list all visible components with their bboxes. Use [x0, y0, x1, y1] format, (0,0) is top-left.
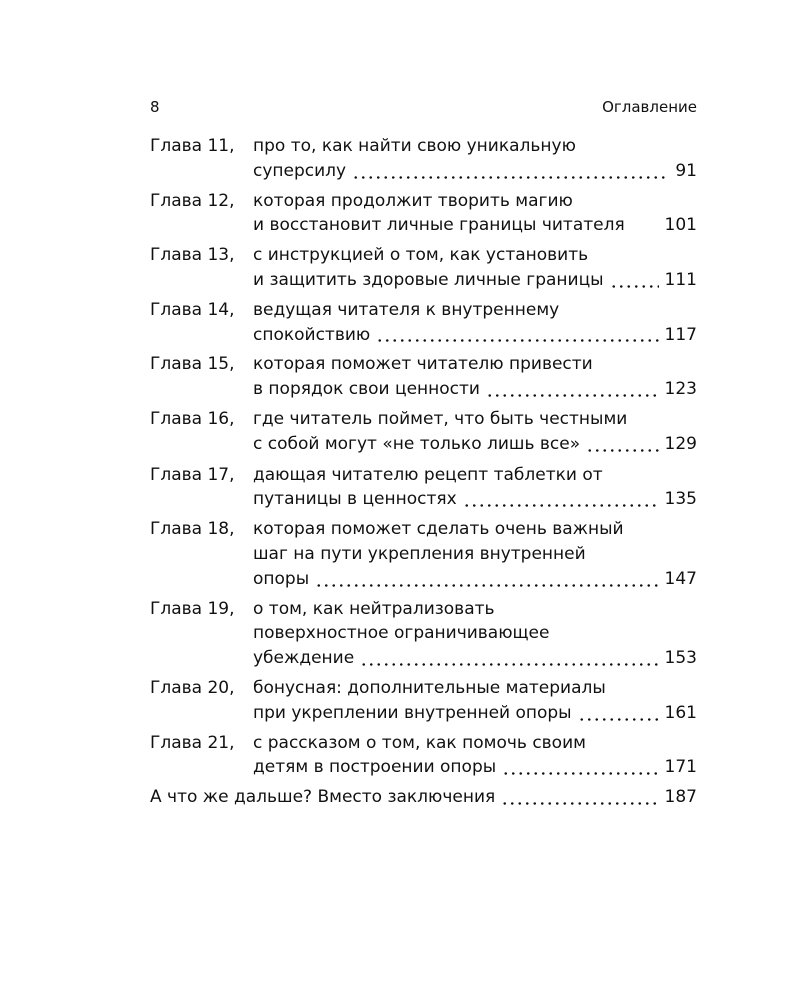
- chapter-title-line: поверхностное ограничивающее: [253, 623, 550, 644]
- chapter-title-line: о том, как нейтрализовать: [253, 598, 495, 619]
- conclusion-title: А что же дальше? Вместо заключения: [150, 787, 496, 808]
- chapter-title-line: про то, как найти свою уникальную: [253, 136, 576, 156]
- toc-entry-chapter-21[interactable]: [150, 731, 697, 781]
- chapter-title-line: которая поможет читателю привести: [253, 354, 593, 375]
- chapter-label: Глава 13,: [150, 245, 235, 266]
- chapter-page-number: 123: [664, 379, 697, 400]
- chapter-page-number: 91: [675, 160, 697, 181]
- chapter-title-line: путаницы в ценностях: [253, 489, 457, 510]
- dot-leader: [578, 718, 659, 721]
- chapter-page-number: 161: [664, 702, 697, 723]
- chapter-title-line: где читатель поймет, что быть честными: [253, 408, 628, 429]
- chapter-title-line: которая поможет сделать очень важный: [253, 519, 624, 540]
- dot-leader: [501, 802, 658, 805]
- chapter-title-line: с собой могут «не только лишь все»: [253, 433, 581, 454]
- conclusion-page-number: 187: [664, 787, 697, 808]
- chapter-page-number: 111: [664, 269, 697, 290]
- toc-entry-chapter-14[interactable]: [150, 298, 697, 348]
- chapter-label: Глава 11,: [150, 136, 235, 156]
- chapter-label: Глава 14,: [150, 299, 235, 320]
- chapter-label: Глава 15,: [150, 354, 235, 375]
- toc-entry-chapter-11[interactable]: [150, 134, 697, 184]
- chapter-label: Глава 19,: [150, 598, 235, 619]
- dot-leader: [360, 663, 658, 666]
- dot-leader: [352, 176, 669, 179]
- dot-leader: [463, 504, 659, 507]
- chapter-title-line: с инструкцией о том, как установить: [253, 245, 589, 266]
- chapter-title-line: убеждение: [253, 648, 355, 669]
- toc-entry-chapter-20[interactable]: [150, 676, 697, 726]
- chapter-title-line: и восстановит личные границы читателя: [253, 215, 625, 236]
- dot-leader: [376, 339, 658, 342]
- chapter-title-line: суперсилу: [253, 160, 347, 181]
- toc-entry-chapter-12[interactable]: [150, 189, 697, 239]
- chapter-title-line: спокойствию: [253, 324, 371, 345]
- chapter-label: Глава 16,: [150, 408, 235, 429]
- chapter-title-line: опоры: [253, 568, 310, 589]
- chapter-page-number: 171: [664, 757, 697, 778]
- page-number: 8: [150, 98, 160, 116]
- toc-entry-chapter-13[interactable]: [150, 243, 697, 293]
- section-title: Оглавление: [602, 98, 697, 116]
- chapter-page-number: 129: [664, 433, 697, 454]
- chapter-title-line: бонусная: дополнительные материалы: [253, 677, 606, 698]
- toc-entry-chapter-17[interactable]: [150, 463, 697, 513]
- chapter-label: Глава 18,: [150, 519, 235, 540]
- chapter-title-line: и защитить здоровые личные границы: [253, 269, 604, 290]
- toc-entry-chapter-16[interactable]: [150, 407, 697, 457]
- chapter-title-line: детям в построении опоры: [253, 757, 497, 778]
- chapter-page-number: 135: [664, 489, 697, 510]
- dot-leader: [315, 584, 658, 587]
- toc-entry-chapter-15[interactable]: [150, 352, 697, 402]
- toc-entry-chapter-18[interactable]: [150, 517, 697, 591]
- toc-entry-conclusion[interactable]: [150, 785, 697, 810]
- dot-leader: [631, 230, 659, 233]
- chapter-page-number: 153: [664, 648, 697, 669]
- chapter-title-line: шаг на пути укрепления внутренней: [253, 543, 586, 564]
- chapter-title-line: с рассказом о том, как помочь своим: [253, 732, 586, 753]
- dot-leader: [610, 285, 659, 288]
- chapter-page-number: 117: [664, 324, 697, 345]
- dot-leader: [502, 772, 658, 775]
- chapter-page-number: 147: [664, 568, 697, 589]
- chapter-title-line: дающая читателю рецепт таблетки от: [253, 464, 603, 485]
- chapter-label: Глава 20,: [150, 677, 235, 698]
- toc-entry-chapter-19[interactable]: [150, 597, 697, 671]
- chapter-label: Глава 12,: [150, 190, 235, 211]
- chapter-page-number: 101: [664, 215, 697, 236]
- chapter-title-line: в порядок свои ценности: [253, 379, 480, 400]
- chapter-label: Глава 21,: [150, 732, 235, 753]
- dot-leader: [486, 394, 659, 397]
- chapter-label: Глава 17,: [150, 464, 235, 485]
- chapter-title-line: ведущая читателя к внутреннему: [253, 299, 560, 320]
- dot-leader: [586, 449, 658, 452]
- page-header: [150, 98, 697, 116]
- chapter-title-line: при укреплении внутренней опоры: [253, 702, 572, 723]
- chapter-title-line: которая продолжит творить магию: [253, 190, 573, 211]
- table-of-contents: [150, 134, 697, 815]
